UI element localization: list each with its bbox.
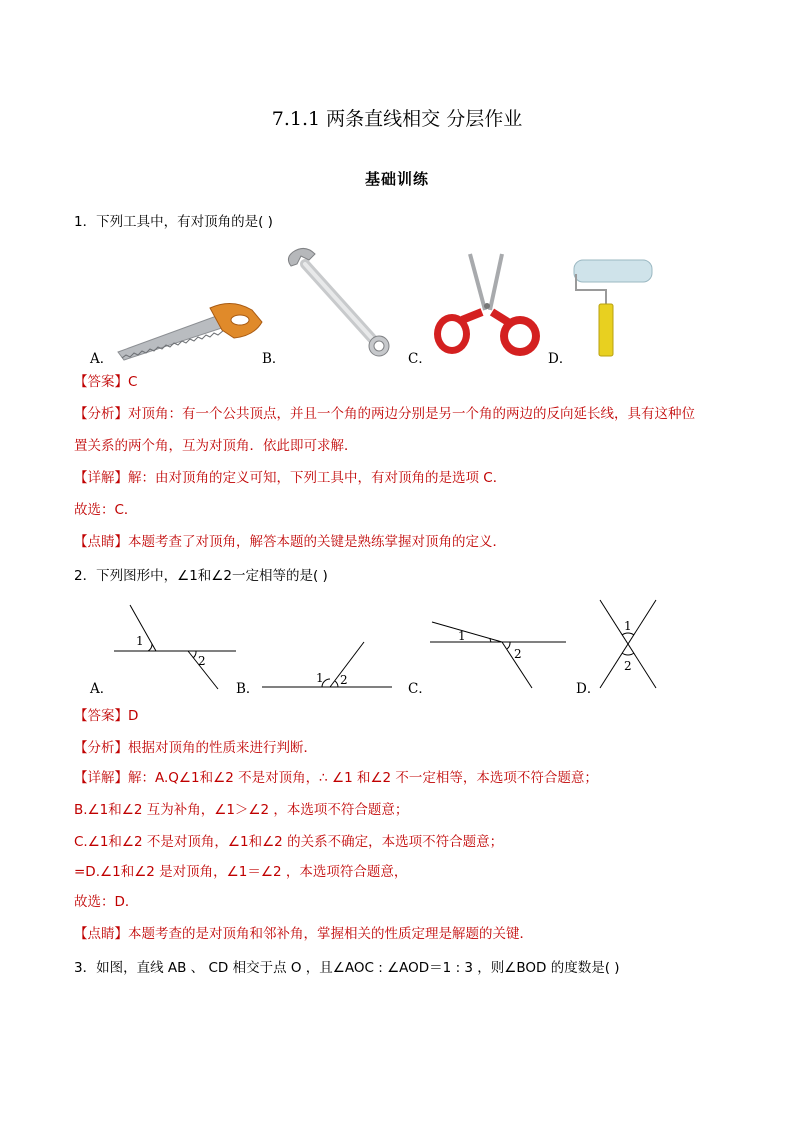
paint-roller-image <box>570 258 655 360</box>
q1-stem: 1．下列工具中，有对顶角的是( ) <box>74 214 273 230</box>
q2-detail-c: C.∠1和∠2 不是对顶角，∠1和∠2 的关系不确定，本选项不符合题意； <box>74 834 504 850</box>
q1-comment <box>74 532 506 552</box>
angle-2-label: 2 <box>514 647 522 661</box>
q1-detail <box>74 468 506 488</box>
q2-option-c: C． <box>408 681 432 697</box>
wrench-image <box>285 244 395 360</box>
q2-detail-b: B.∠1和∠2 互为补角，∠1＞∠2 ，本选项不符合题意； <box>74 802 409 818</box>
q2-comment <box>74 924 533 944</box>
angle-1-label: 1 <box>458 629 466 643</box>
comment-text: 本题考查了对顶角，解答本题的关键是熟练掌握对顶角的定义． <box>128 534 506 550</box>
q1-option-b: B． <box>262 351 286 367</box>
answer-tag: 【答案】 <box>74 708 128 724</box>
scissors-image <box>430 252 550 360</box>
comment-tag: 【点睛】 <box>74 926 128 942</box>
section-heading: 基础训练 <box>364 170 429 188</box>
detail-tag: 【详解】 <box>74 770 128 786</box>
q1-analysis-continued: 置关系的两个角，互为对顶角．依此即可求解． <box>74 438 358 454</box>
detail-tag: 【详解】 <box>74 470 128 486</box>
comment-tag: 【点睛】 <box>74 534 128 550</box>
q1-option-c: C． <box>408 351 432 367</box>
q2-stem: 2．下列图形中，∠1和∠2一定相等的是( ) <box>74 568 328 584</box>
answer-value: C <box>128 374 138 390</box>
analysis-tag: 【分析】 <box>74 740 128 756</box>
detail-text: 解：由对顶角的定义可知，下列工具中，有对顶角的是选项 C． <box>128 470 507 486</box>
comment-text: 本题考查的是对顶角和邻补角，掌握相关的性质定理是解题的关键． <box>128 926 533 942</box>
q1-analysis <box>74 404 695 424</box>
q1-option-a: A． <box>90 351 114 367</box>
analysis-text: 对顶角：有一个公共顶点，并且一个角的两边分别是另一个角的两边的反向延长线，具有这种位 <box>128 406 695 422</box>
q2-choice: 故选：D． <box>74 894 139 910</box>
q2-detail-d: =D.∠1和∠2 是对顶角，∠1＝∠2 ，本选项符合题意， <box>74 864 408 880</box>
page-title: 7.1.1 两条直线相交 分层作业 <box>271 108 523 130</box>
q1-option-d: D． <box>548 351 573 367</box>
angle-1-label: 1 <box>316 671 324 685</box>
q2-option-a: A． <box>90 681 114 697</box>
angle-1-label: 1 <box>624 619 632 633</box>
angle-1-label: 1 <box>136 634 144 648</box>
q2-detail <box>74 768 598 788</box>
q2-option-d: D． <box>576 681 601 697</box>
detail-text: 解：A.Q∠1和∠2 不是对顶角，∴ ∠1 和∠2 不一定相等，本选项不符合题意； <box>128 770 598 786</box>
saw-image <box>114 292 264 362</box>
analysis-tag: 【分析】 <box>74 406 128 422</box>
q1-choice: 故选：C． <box>74 502 138 518</box>
q2-option-b: B． <box>236 681 260 697</box>
angle-2-label: 2 <box>624 659 632 673</box>
q2-analysis <box>74 738 317 758</box>
q2-answer <box>74 706 138 726</box>
analysis-text: 根据对顶角的性质来进行判断． <box>128 740 317 756</box>
q2-figure-c <box>430 614 570 690</box>
q3-stem: 3．如图，直线 AB 、 CD 相交于点 O ，且∠AOC : ∠AOD＝1 : 3 ，则∠BOD 的度数是( ) <box>74 960 620 976</box>
answer-tag: 【答案】 <box>74 374 128 390</box>
q2-figure-a <box>110 603 240 691</box>
angle-2-label: 2 <box>340 673 348 687</box>
answer-value: D <box>128 708 139 724</box>
q2-figure-b <box>260 640 395 690</box>
angle-2-label: 2 <box>198 654 206 668</box>
q2-figure-d <box>596 598 660 690</box>
q1-answer <box>74 372 137 392</box>
